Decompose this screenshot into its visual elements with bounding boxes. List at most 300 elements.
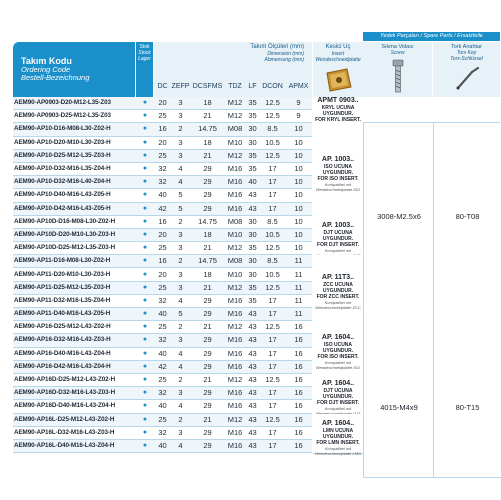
key-code: 80-T15 [455,403,480,412]
dcon-value: 17 [260,308,285,321]
dcon-value: 10.5 [260,268,285,281]
table-row [13,176,312,189]
spare-parts-banner [363,32,500,41]
ordering-code: AEM90-AP10-D20-M10-L30-Z03-H [13,136,136,149]
key-title-de: Torx-Schlüssel [450,56,483,62]
ordering-code: AEM90-AP11-D20-M10-L30-Z03-H [13,268,136,281]
tdz-value: M16 [225,176,245,189]
dc-value: 40 [154,439,171,452]
dcsfms-value: 29 [190,387,225,400]
dcon-value: 17 [260,387,285,400]
apmx-value: 10 [285,162,312,175]
stock-dot-icon: ● [136,202,154,215]
dimensions-title-en: Dimension (mm) [267,51,304,57]
insert-note-tr: DJT UCUNA UYGUNDUR. [322,229,354,242]
stock-dot-icon: ● [136,334,154,347]
insert-note-de: Kompatibel mit [324,405,352,411]
ordering-code: AEM90-AP0903-D20-M12-L35-Z03 [13,97,136,110]
ordering-code: AEM90-AP10-D32-M16-L40-Z04-H [13,176,136,189]
ordering-code: AEM90-AP16L-D25-M12-L43-Z02-H [13,413,136,426]
zefp-value: 4 [171,400,190,413]
dcsfms-value: 29 [190,426,225,439]
stock-title-tr: Stok [139,44,150,50]
ordering-code: AEM90-AP16-D32-M16-L43-Z03-H [13,334,136,347]
stock-dot-icon: ● [136,268,154,281]
insert-note-tr: ISO UCUNA UYGUNDUR. [322,163,354,176]
insert-note-tr: DJT UCUNA UYGUNDUR. [322,387,354,400]
insert-note-en: FOR ISO INSERT. [317,353,359,360]
table-row [13,334,312,347]
insert-note-tr: ZCC UCUNA UYGUNDUR. [322,282,354,295]
screw-cell-2 [363,317,434,478]
table-row [13,255,312,268]
dcon-value: 17 [260,439,285,452]
table-row [13,228,312,241]
dcon-value: 17 [260,189,285,202]
tdz-value: M16 [225,189,245,202]
dcon-value: 10.5 [260,136,285,149]
apmx-value: 11 [285,268,312,281]
tdz-value: M16 [225,426,245,439]
dcsfms-value: 21 [190,242,225,255]
dimensions-title-tr: Takım Ölçüleri (mm) [250,44,304,50]
dcsfms-value: 18 [190,97,225,110]
zefp-value: 3 [171,242,190,255]
dcsfms-value: 29 [190,202,225,215]
table-row [13,439,312,452]
dc-value: 16 [154,215,171,228]
screw-code: 4015-M4x9 [380,403,418,412]
dc-value: 20 [154,228,171,241]
stock-dot-icon: ● [136,400,154,413]
dcsfms-value: 18 [190,268,225,281]
lf-value: 43 [245,347,260,360]
zefp-value: 3 [171,110,190,123]
dc-value: 20 [154,97,171,110]
lf-value: 43 [245,387,260,400]
table-row [13,360,312,373]
insert-note-de: Kompatibel mit Wendeschneidplatte ISO [315,359,361,370]
key-title-en: Torx Key [456,50,477,56]
ordering-code: AEM90-AP10-D25-M12-L35-Z03-H [13,149,136,162]
screw-icon [388,58,408,94]
table-row [13,162,312,175]
ordering-code: AEM90-AP11-D16-M08-L30-Z02-H [13,255,136,268]
insert-group [313,321,363,375]
zefp-value: 3 [171,97,190,110]
stock-dot-icon: ● [136,308,154,321]
dc-value: 42 [154,360,171,373]
stock-header [136,42,153,97]
ordering-code: AEM90-AP16D-D25-M12-L43-Z02-H [13,373,136,386]
tdz-value: M12 [225,321,245,334]
lf-value: 30 [245,136,260,149]
apmx-value: 16 [285,387,312,400]
dcsfms-value: 14.75 [190,123,225,136]
dcsfms-value: 29 [190,360,225,373]
tdz-value: M16 [225,387,245,400]
apmx-value: 16 [285,347,312,360]
insert-note-en: FOR KRYL INSERT. [315,117,361,123]
ordering-code: AEM90-AP10D-D16-M08-L30-Z02-H [13,215,136,228]
table-row [13,387,312,400]
apmx-value: 11 [285,281,312,294]
dcsfms-value: 21 [190,149,225,162]
ordering-code: AEM90-AP10D-D25-M12-L35-Z03-H [13,242,136,255]
dc-value: 32 [154,387,171,400]
dcon-value: 12.5 [260,321,285,334]
zefp-value: 3 [171,136,190,149]
dcon-value: 12.5 [260,281,285,294]
dcon-value: 8.5 [260,255,285,268]
lf-value: 35 [245,281,260,294]
lf-value: 43 [245,308,260,321]
dc-value: 25 [154,281,171,294]
table-row [13,97,312,110]
insert-note-tr: ISO UCUNA UYGUNDUR. [322,341,354,354]
apmx-value: 11 [285,294,312,307]
stock-dot-icon: ● [136,97,154,110]
zefp-value: 2 [171,255,190,268]
dcon-value: 17 [260,202,285,215]
dcsfms-value: 29 [190,294,225,307]
stock-dot-icon: ● [136,162,154,175]
insert-group [313,123,363,216]
apmx-value: 16 [285,400,312,413]
insert-code: AP. 1604.. [321,379,355,387]
dc-value: 32 [154,334,171,347]
dcsfms-value: 29 [190,162,225,175]
dcsfms-value: 21 [190,110,225,123]
table-row [13,189,312,202]
dcsfms-value: 29 [190,189,225,202]
zefp-value: 3 [171,426,190,439]
dcon-value: 17 [260,162,285,175]
dcon-value: 17 [260,400,285,413]
lf-value: 30 [245,215,260,228]
dcsfms-value: 21 [190,281,225,294]
stock-dot-icon: ● [136,123,154,136]
dc-value: 42 [154,202,171,215]
lf-value: 30 [245,268,260,281]
insert-code: AP. 11T3.. [321,274,355,282]
apmx-value: 10 [285,215,312,228]
dcon-value: 17 [260,176,285,189]
insert-title-de: Wendeschneidplatte [315,57,361,63]
zefp-value: 5 [171,202,190,215]
apmx-value: 10 [285,202,312,215]
insert-note-tr: KRYL UCUNA UYGUNDUR. [321,105,355,117]
ordering-code-title-tr: Takım Kodu [21,56,72,66]
lf-value: 35 [245,97,260,110]
tdz-value: M10 [225,268,245,281]
stock-dot-icon: ● [136,294,154,307]
table-row [13,413,312,426]
dimensions-title-de: Abmessung (mm) [264,57,304,63]
zefp-value: 3 [171,268,190,281]
dcsfms-value: 21 [190,321,225,334]
stock-dot-icon: ● [136,255,154,268]
ordering-code: AEM90-AP10-D32-M16-L35-Z04-H [13,162,136,175]
dcsfms-value: 29 [190,347,225,360]
apmx-value: 10 [285,123,312,136]
stock-dot-icon: ● [136,242,154,255]
screw-header [363,42,432,97]
dc-value: 20 [154,136,171,149]
apmx-value: 10 [285,242,312,255]
dc-value: 16 [154,123,171,136]
dc-value: 25 [154,373,171,386]
insert-code: APMT 0903.. [317,97,359,104]
insert-note-en: FOR LMN INSERT. [316,439,360,446]
stock-dot-icon: ● [136,347,154,360]
insert-code: AP. 1604.. [321,419,355,427]
ordering-code: AEM90-AP16-D42-M16-L43-Z04-H [13,360,136,373]
zefp-value: 4 [171,347,190,360]
table-row [13,110,312,123]
apmx-value: 10 [285,189,312,202]
insert-note-de: Kompatibel mit [324,247,352,253]
dcon-value: 17 [260,347,285,360]
spare-parts-label: Yedek Parçaları / Spare Parts / Ersatzteile [380,33,483,39]
apmx-value: 16 [285,360,312,373]
key-cell-1 [433,122,501,318]
tdz-value: M16 [225,294,245,307]
ordering-code-header [13,42,135,97]
ordering-code: AEM90-AP16-D40-M16-L43-Z04-H [13,347,136,360]
stock-dot-icon: ● [136,426,154,439]
table-row [13,268,312,281]
dc-value: 40 [154,347,171,360]
table-row [13,426,312,439]
apmx-value: 16 [285,426,312,439]
tdz-value: M16 [225,202,245,215]
screw-code: 3008-M2.5x6 [377,212,421,221]
apmx-value: 16 [285,373,312,386]
zefp-value: 4 [171,162,190,175]
col-apmx: APMX [288,83,309,90]
tdz-value: M10 [225,136,245,149]
dcon-value: 12.5 [260,242,285,255]
table-row [13,281,312,294]
ordering-code: AEM90-AP11-D32-M16-L35-Z04-H [13,294,136,307]
ordering-code: AEM90-AP11-D40-M16-L43-Z05-H [13,308,136,321]
stock-dot-icon: ● [136,189,154,202]
dc-value: 32 [154,426,171,439]
tdz-value: M16 [225,334,245,347]
key-cell-2 [433,317,501,478]
stock-dot-icon: ● [136,136,154,149]
dc-value: 32 [154,162,171,175]
insert-group [313,414,363,455]
col-dc: DC [157,83,168,90]
insert-header [313,42,363,97]
lf-value: 43 [245,439,260,452]
lf-value: 35 [245,162,260,175]
zefp-value: 2 [171,321,190,334]
screw-title-en: Screw [390,50,405,56]
lf-value: 43 [245,189,260,202]
insert-note-en: FOR ISO INSERT. [317,175,359,182]
lf-value: 35 [245,110,260,123]
ordering-code: AEM90-AP10-D16-M08-L30-Z02-H [13,123,136,136]
tdz-value: M16 [225,347,245,360]
ordering-code-title-en: Ordering Code [21,65,71,74]
dcon-value: 8.5 [260,123,285,136]
tdz-value: M12 [225,281,245,294]
apmx-value: 10 [285,136,312,149]
dc-value: 40 [154,189,171,202]
insert-note-de: Kompatibel mit Wendeschneidplatte ZCC [315,300,361,311]
zefp-value: 4 [171,360,190,373]
insert-code: AP. 1003.. [321,221,355,229]
dcon-value: 12.5 [260,149,285,162]
ordering-code: AEM90-AP16L-D32-M16-L43-Z03-H [13,426,136,439]
tdz-value: M12 [225,110,245,123]
zefp-value: 3 [171,281,190,294]
ordering-code-title-de: Bestell-Bezeichnung [21,73,90,82]
apmx-value: 16 [285,413,312,426]
col-tdz: TDZ [228,83,242,90]
dc-value: 25 [154,149,171,162]
apmx-value: 10 [285,149,312,162]
zefp-value: 2 [171,413,190,426]
table-row [13,400,312,413]
dc-value: 40 [154,308,171,321]
lf-value: 30 [245,228,260,241]
lf-value: 43 [245,400,260,413]
tdz-value: M08 [225,123,245,136]
stock-dot-icon: ● [136,228,154,241]
zefp-value: 4 [171,294,190,307]
tdz-value: M08 [225,215,245,228]
apmx-value: 16 [285,321,312,334]
dcon-value: 12.5 [260,97,285,110]
dcsfms-value: 14.75 [190,215,225,228]
insert-group [313,216,363,257]
lf-value: 43 [245,334,260,347]
tdz-value: M08 [225,255,245,268]
table-row [13,123,312,136]
dc-value: 32 [154,176,171,189]
zefp-value: 3 [171,149,190,162]
dcsfms-value: 21 [190,413,225,426]
insert-code: AP. 1604.. [321,333,355,341]
insert-group [313,255,363,322]
dc-value: 25 [154,413,171,426]
dcsfms-value: 18 [190,136,225,149]
apmx-value: 16 [285,439,312,452]
stock-title-en: Stock [138,50,151,56]
insert-title-en: Insert [331,51,345,57]
lf-value: 30 [245,255,260,268]
insert-group [313,374,363,415]
dcon-value: 17 [260,334,285,347]
key-code: 80-T08 [455,212,480,221]
ordering-code: AEM90-AP16D-D40-M16-L43-Z04-H [13,400,136,413]
tdz-value: M12 [225,413,245,426]
stock-dot-icon: ● [136,110,154,123]
stock-dot-icon: ● [136,149,154,162]
apmx-value: 11 [285,308,312,321]
insert-code: AP. 1003.. [321,155,355,163]
ordering-code: AEM90-AP16L-D40-M16-L43-Z04-H [13,439,136,452]
dc-value: 20 [154,268,171,281]
insert-note-en: FOR DJT INSERT. [317,241,359,248]
dcon-value: 17 [260,294,285,307]
square-insert-icon [321,65,355,95]
zefp-value: 4 [171,439,190,452]
lf-value: 30 [245,123,260,136]
dcon-value: 12.5 [260,413,285,426]
lf-value: 43 [245,426,260,439]
lf-value: 43 [245,373,260,386]
dcsfms-value: 29 [190,334,225,347]
insert-note-en: FOR DJT INSERT. [317,399,359,406]
table-row [13,215,312,228]
zefp-value: 3 [171,387,190,400]
lf-value: 43 [245,360,260,373]
tdz-value: M16 [225,400,245,413]
stock-dot-icon: ● [136,360,154,373]
dc-value: 32 [154,294,171,307]
tdz-value: M16 [225,162,245,175]
apmx-value: 9 [285,97,312,110]
table-row [13,202,312,215]
dcon-value: 12.5 [260,110,285,123]
apmx-value: 10 [285,176,312,189]
insert-note-de: Kompatibel mit Wendeschneidplatte ISO [315,181,361,192]
zefp-value: 2 [171,373,190,386]
table-row [13,321,312,334]
tdz-value: M16 [225,308,245,321]
insert-group [313,97,363,124]
dcsfms-value: 29 [190,308,225,321]
ordering-code: AEM90-AP0903-D25-M12-L35-Z03 [13,110,136,123]
dcsfms-value: 29 [190,176,225,189]
lf-value: 43 [245,321,260,334]
stock-dot-icon: ● [136,439,154,452]
dcon-value: 12.5 [260,373,285,386]
lf-value: 43 [245,202,260,215]
zefp-value: 4 [171,176,190,189]
lf-value: 40 [245,176,260,189]
screw-title-tr: Sıkma Vidası [381,44,414,50]
zefp-value: 2 [171,123,190,136]
table-row [13,308,312,321]
zefp-value: 3 [171,334,190,347]
ordering-code: AEM90-AP11-D25-M12-L35-Z03-H [13,281,136,294]
apmx-value: 16 [285,334,312,347]
table-row [13,294,312,307]
lf-value: 35 [245,242,260,255]
screw-cell-1 [363,122,434,318]
tdz-value: M16 [225,360,245,373]
table-row [13,347,312,360]
dcsfms-value: 29 [190,400,225,413]
dcon-value: 17 [260,426,285,439]
insert-note-de: Kompatibel mit Wendeschneidplatte LMN [315,445,361,456]
table-row [13,136,312,149]
lf-value: 43 [245,413,260,426]
dc-value: 40 [154,400,171,413]
col-zefp: ZEFP [171,83,190,90]
dc-value: 16 [154,255,171,268]
apmx-value: 10 [285,228,312,241]
insert-note-tr: LMN UCUNA UYGUNDUR. [322,427,354,440]
torx-key-icon [452,62,482,92]
lf-value: 35 [245,294,260,307]
